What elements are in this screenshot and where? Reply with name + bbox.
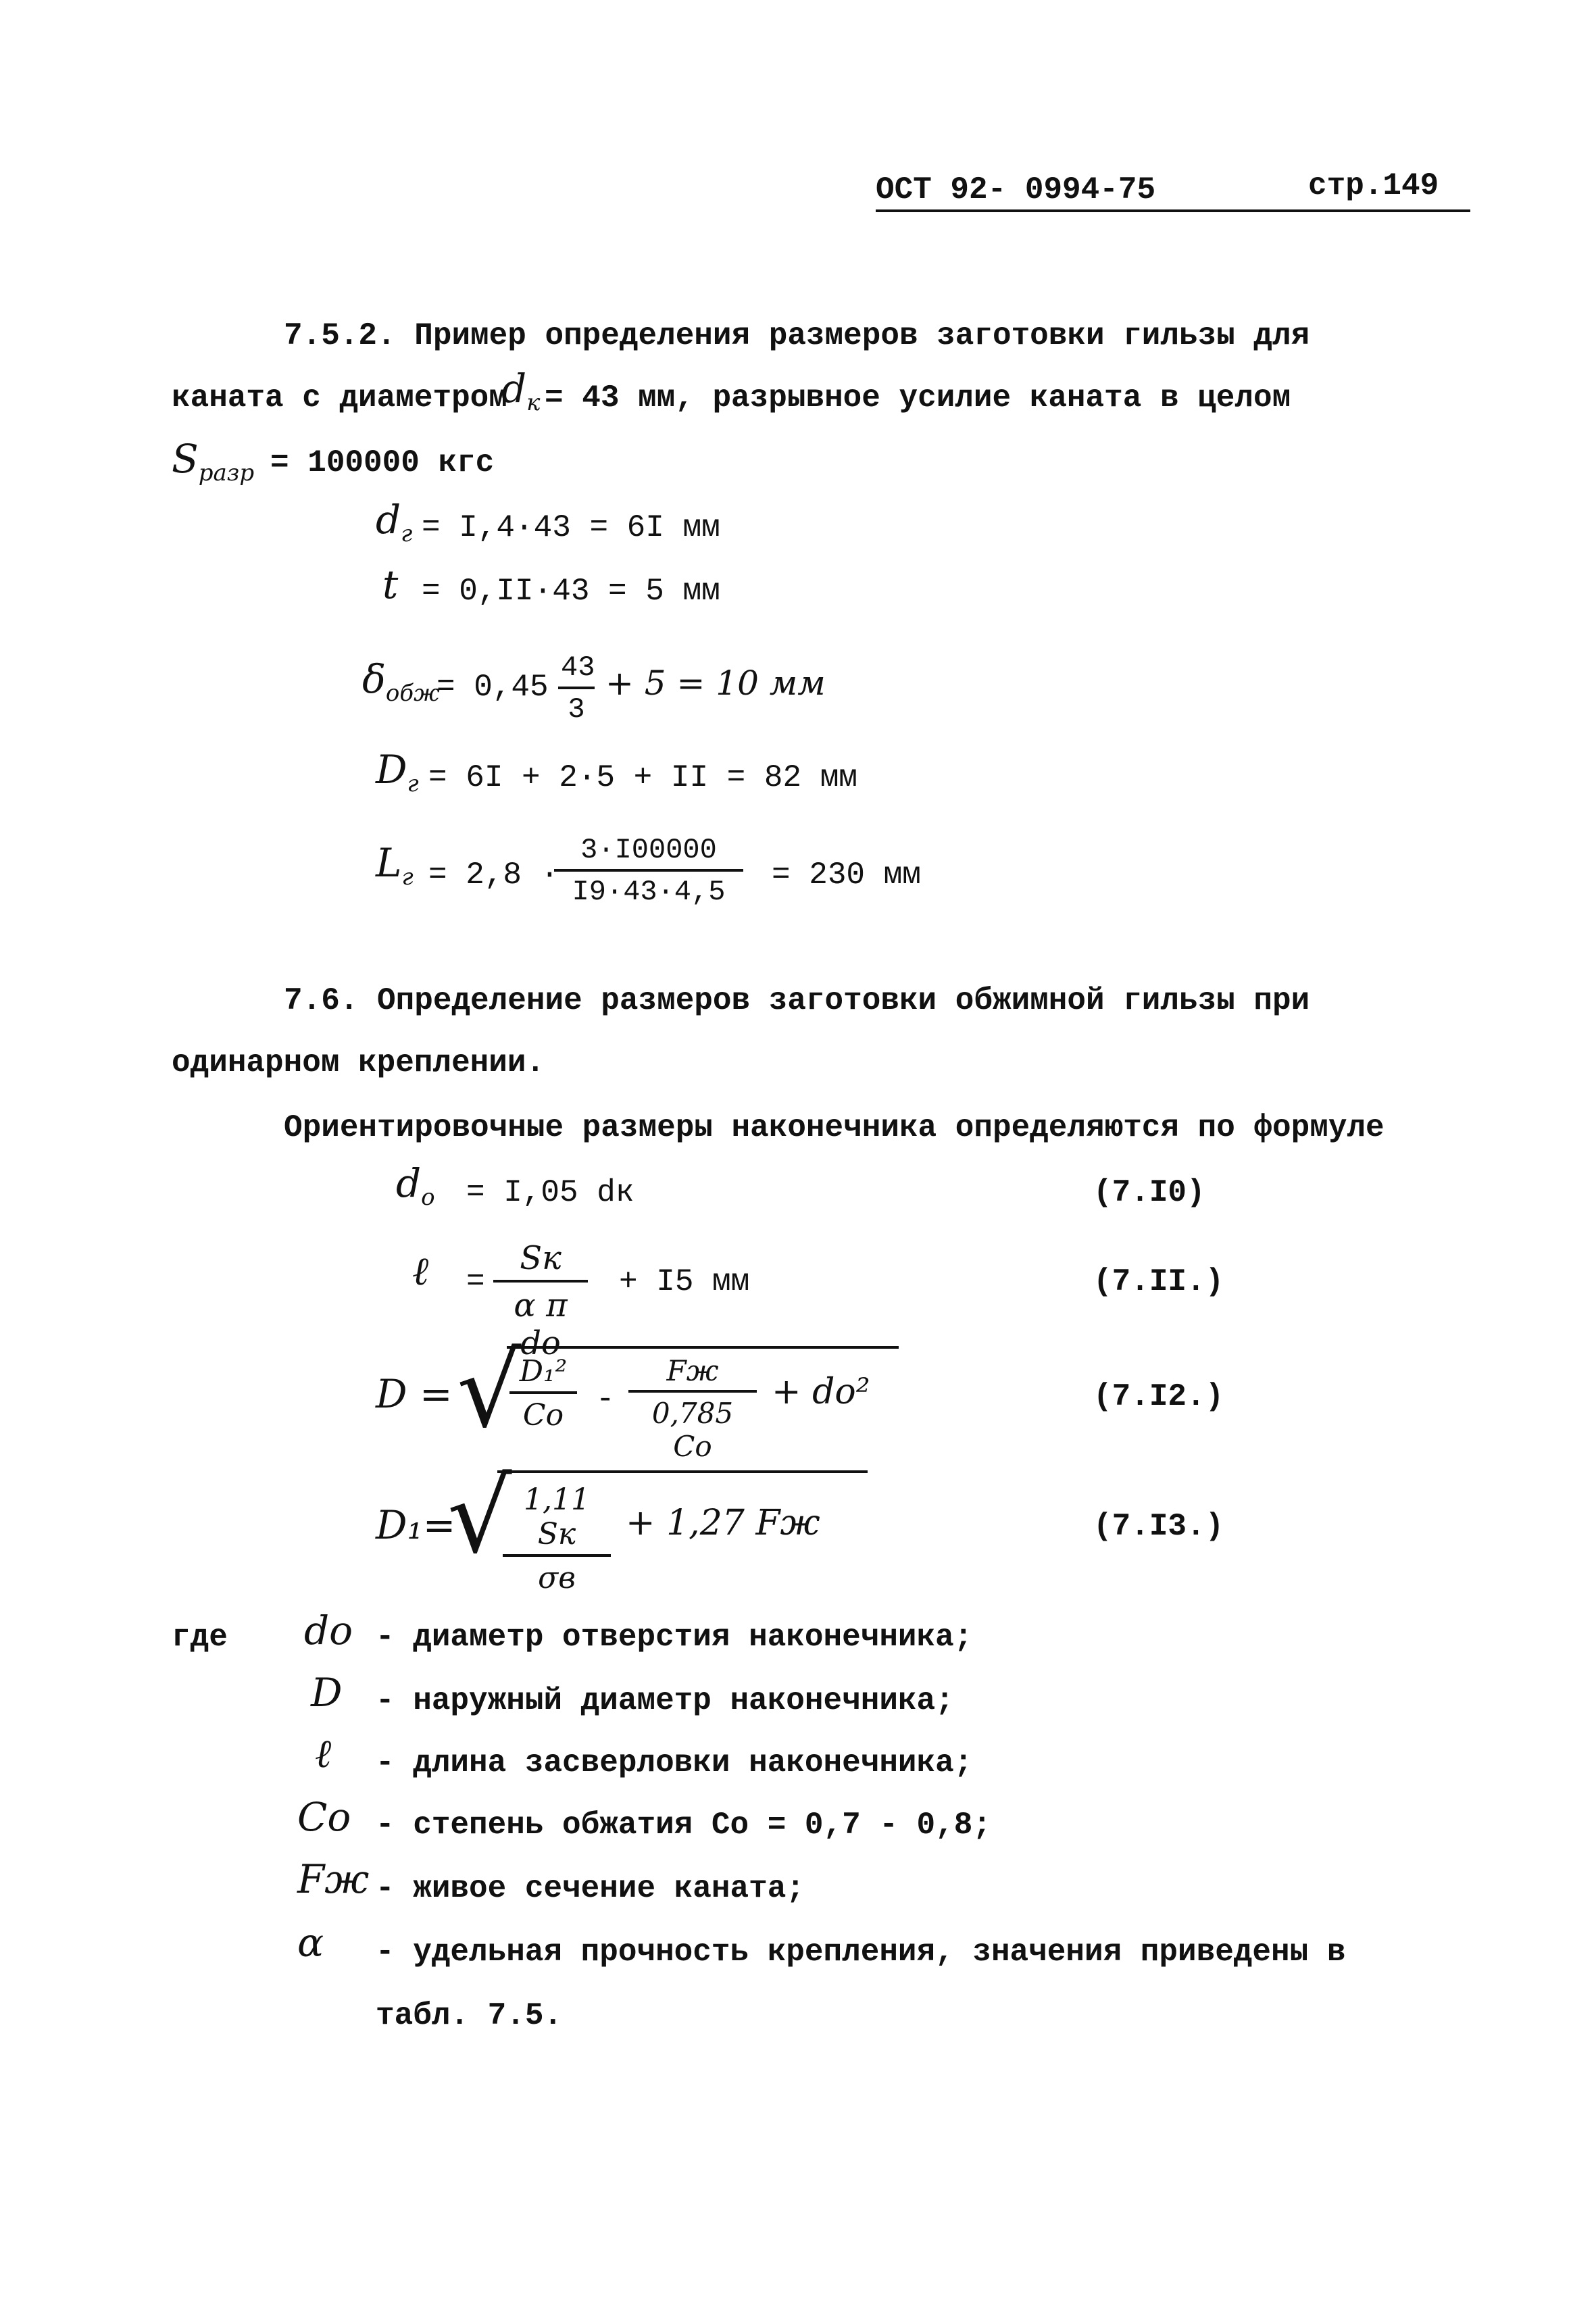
f4-text: = 6I + 2·5 + II = 82 мм — [428, 760, 857, 795]
f5-fraction: $\frac{3\cdot I00000}{I9\cdot 43\cdot 4,5}$ — [554, 834, 743, 908]
e12-frac2: Fж 0,785 Cо — [628, 1354, 757, 1463]
e12-tail: + dо² — [772, 1372, 870, 1412]
s76-line1: 7.6. Определение размеров заготовки обжимной гильзы при — [284, 983, 1310, 1018]
header-underline — [876, 209, 1470, 212]
e12-symbol: D = — [376, 1371, 453, 1417]
f3-text-b: + 5 = 10 мм — [605, 664, 826, 703]
e11-eq: = — [466, 1264, 485, 1299]
f1-symbol: $d_г$ — [376, 497, 413, 547]
e10-number: (7.I0) — [1093, 1175, 1205, 1210]
e11-text: + I5 мм — [619, 1264, 750, 1299]
legend-text-D: - наружный диаметр наконечника; — [376, 1683, 954, 1718]
dk-symbol: $d_к$ — [501, 366, 541, 416]
e13-radical-sign: √ — [447, 1458, 512, 1576]
legend-symbol-Fzh: Fж — [297, 1856, 370, 1902]
e13-number: (7.I3.) — [1093, 1509, 1224, 1544]
f1-text: = I,4·43 = 6I мм — [422, 510, 720, 545]
e11-number: (7.II.) — [1093, 1264, 1224, 1299]
legend-symbol-l: ℓ — [315, 1731, 332, 1776]
e12-minus: - — [596, 1382, 615, 1417]
s-razr-symbol: $S_{разр}$ — [172, 436, 255, 487]
s752-line1: 7.5.2. Пример определения размеров заготовки гильзы для — [284, 318, 1310, 353]
e10-text: = I,05 dк — [466, 1175, 634, 1210]
f3-text-a: = 0,45 — [437, 670, 549, 705]
doc-number: ОСТ 92- 0994-75 — [876, 172, 1156, 207]
e12-radical-bar — [507, 1346, 899, 1349]
legend-symbol-Co: Cо — [297, 1794, 351, 1840]
f4-symbol: $D_г$ — [376, 747, 419, 797]
legend-where: где — [172, 1620, 228, 1655]
legend-text-do: - диаметр отверстия наконечника; — [376, 1620, 973, 1655]
legend-symbol-do: dо — [304, 1608, 353, 1653]
s76-line2: одинарном креплении. — [172, 1045, 545, 1080]
e13-symbol: D₁= — [376, 1502, 456, 1548]
e12-radical-sign: √ — [457, 1333, 522, 1450]
s752-line2a: каната с диаметром — [172, 380, 507, 416]
legend-text-alpha: - удельная прочность крепления, значения приведены в — [376, 1935, 1346, 1970]
e12-number: (7.I2.) — [1093, 1379, 1224, 1414]
e10-symbol: $d_о$ — [396, 1160, 435, 1211]
f3-symbol: $\delta_{обж}$ — [362, 656, 440, 707]
legend-symbol-D: D — [311, 1670, 343, 1716]
f3-fraction: $\frac{43}{3}$ — [558, 651, 595, 726]
f5-text-a: = 2,8 · — [428, 857, 559, 893]
f2-text: = 0,II·43 = 5 мм — [422, 574, 720, 609]
e13-radical-bar — [497, 1470, 868, 1473]
legend-symbol-alpha: α — [297, 1920, 324, 1966]
legend-text-Fzh: - живое сечение каната; — [376, 1871, 805, 1906]
f5-symbol: $L_г$ — [376, 840, 414, 891]
s76-line3: Ориентировочные размеры наконечника определяются по формуле — [284, 1110, 1385, 1145]
s752-line2b: = 43 мм, разрывное усилие каната в целом — [545, 380, 1291, 416]
f2-symbol: t — [382, 562, 399, 607]
legend-text-l: - длина засверловки наконечника; — [376, 1745, 973, 1781]
e11-symbol: ℓ — [412, 1248, 429, 1294]
legend-text-Co: - степень обжатия Cо = 0,7 - 0,8; — [376, 1808, 991, 1843]
s752-line3b: = 100000 кгс — [270, 445, 495, 480]
legend-tail: табл. 7.5. — [376, 1998, 563, 2033]
e12-frac1: D₁² Cо — [509, 1354, 577, 1433]
e11-fraction: Sк α π dо — [493, 1239, 588, 1362]
e13-fraction: 1,11 Sк σв — [503, 1483, 611, 1595]
page-number: стр.149 — [1308, 168, 1439, 203]
e13-tail: + 1,27 Fж — [626, 1503, 820, 1543]
f5-text-b: = 230 мм — [772, 857, 921, 893]
